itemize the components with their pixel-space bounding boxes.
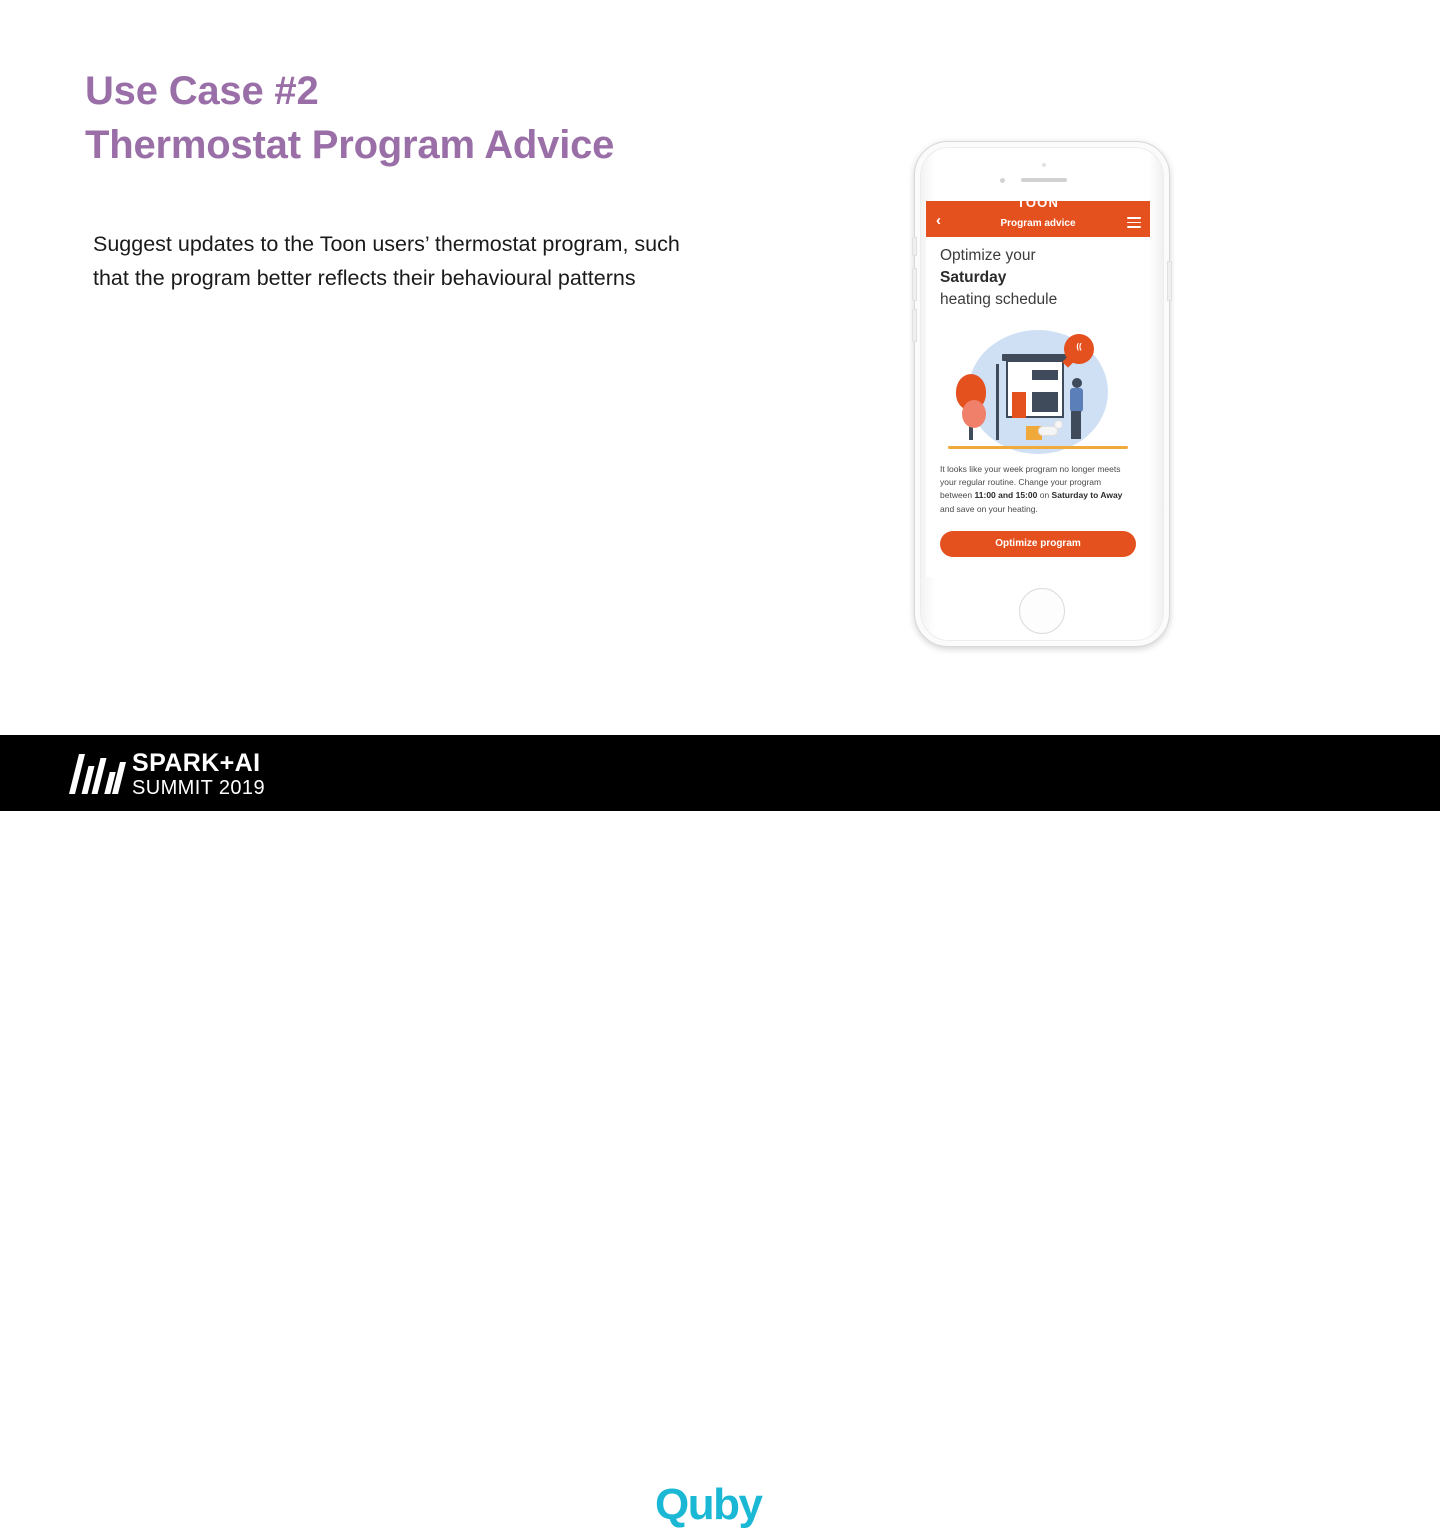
spark-logo-line-1: SPARK+AI: [132, 748, 261, 777]
phone-camera-icon: [1000, 178, 1005, 183]
advice-text-part-2: on: [1037, 490, 1052, 501]
phone-sensor-icon: [1042, 163, 1046, 167]
advice-text-part-1: It looks like your week program no longer meets your regular routine. Change your program between: [940, 464, 1121, 501]
spark-mark-icon: [72, 754, 124, 794]
app-brand-label: TOON: [1016, 195, 1060, 210]
advice-paragraph: [940, 463, 1132, 516]
illustration: [940, 330, 1136, 457]
title-line-2: Thermostat Program Advice: [85, 123, 615, 167]
slide-footer: [0, 735, 1440, 1529]
spark-logo-line-2: SUMMIT 2019: [132, 776, 265, 799]
optimize-program-button[interactable]: Optimize program: [940, 531, 1136, 557]
spark-ai-summit-logo: [72, 748, 265, 799]
page-title: [85, 64, 885, 172]
slide-body-text: Suggest updates to the Toon users’ thermostat program, such that the program better reflects their behavioural patterns: [93, 232, 680, 290]
spark-logo-text: [132, 748, 265, 799]
advice-day-mode: Saturday to Away: [1051, 490, 1123, 501]
headline-line-2: Saturday: [940, 269, 1007, 286]
speech-bubble-label: ((: [1076, 342, 1082, 351]
house-window-lower-icon: [1032, 392, 1058, 412]
advice-text-part-3: and save on your heating.: [940, 503, 1038, 514]
phone-home-button[interactable]: [1019, 588, 1065, 634]
dog-head-icon: [1054, 420, 1063, 429]
back-icon[interactable]: ‹: [936, 212, 941, 229]
person-head-icon: [1072, 378, 1082, 388]
app-screen: [926, 195, 1150, 577]
page-number: 22: [1350, 1497, 1368, 1514]
phone-mockup: [914, 141, 1170, 647]
bush-icon: [962, 400, 986, 428]
app-content: [926, 237, 1150, 577]
phone-volume-up-button[interactable]: [912, 268, 917, 301]
slide-canvas: [0, 0, 1440, 735]
house-door-icon: [1012, 392, 1026, 418]
ground-line: [948, 446, 1128, 449]
person-legs-icon: [1071, 411, 1081, 439]
phone-volume-down-button[interactable]: [912, 309, 917, 342]
advice-headline: [940, 245, 1130, 311]
quby-logo: Quby: [655, 1480, 762, 1529]
headline-line-3: heating schedule: [940, 291, 1058, 308]
phone-silent-switch[interactable]: [912, 237, 917, 256]
street-lamp-icon: [996, 364, 999, 440]
headline-line-1: Optimize your: [940, 247, 1036, 264]
person-body-icon: [1070, 388, 1083, 412]
house-window-icon: [1032, 370, 1058, 380]
title-line-1: Use Case #2: [85, 69, 319, 113]
app-topbar: [926, 195, 1150, 237]
screen-title: Program advice: [1000, 218, 1076, 229]
hamburger-menu-icon[interactable]: [1127, 217, 1141, 231]
phone-power-button[interactable]: [1167, 261, 1172, 301]
phone-speaker-icon: [1021, 178, 1067, 182]
advice-time-range: 11:00 and 15:00: [974, 490, 1038, 501]
